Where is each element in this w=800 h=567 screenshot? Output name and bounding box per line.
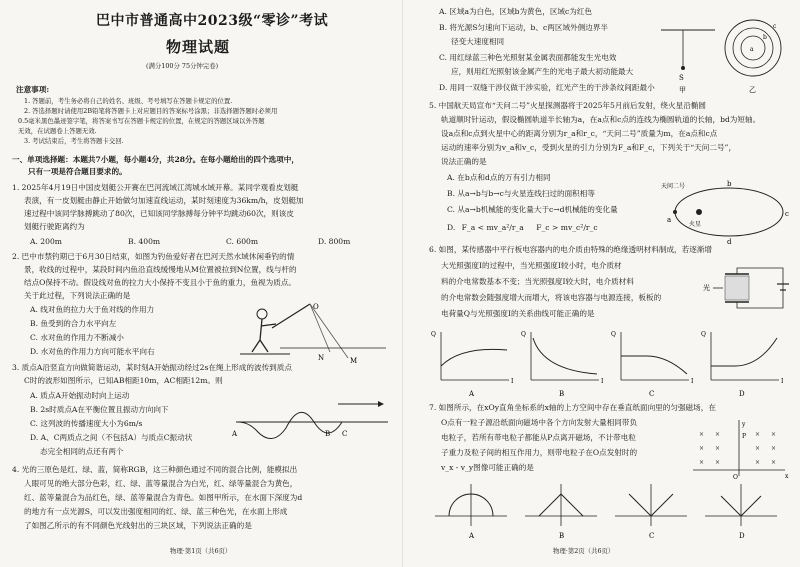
fig-label-b-region: b [763, 34, 767, 41]
svg-text:×: × [715, 431, 721, 438]
fig-label-c: C [342, 430, 348, 438]
question-5-option-b: B. 从a→b与b→c与火星连线扫过的面积相等 [447, 189, 595, 198]
vgraph-b [525, 484, 597, 540]
question-5-option-c: C. 从a→b机械能的变化量大于c→d机械能的变化量 [447, 205, 618, 214]
svg-text:×: × [715, 445, 721, 452]
note-line: 0.5毫米黑色墨迹签字笔，将答案书写在答题卡规定的位置，在规定的答题区域以外答题 [18, 117, 265, 125]
note-line: 无效，在试题卷上答题无效. [18, 127, 97, 135]
section1-heading-cont: 只有一项是符合题目要求的。 [28, 167, 127, 176]
question-3-line: 3. 质点A沿竖直方向做简谐运动，某时刻A开始振动经过2s在绳上形成的波传到质点 [12, 363, 292, 372]
question-4-option-d: D. 用同一双缝干涉仪做干涉实验，红光产生的干涉条纹间距最小 [439, 83, 655, 92]
point-label-p: P [742, 433, 747, 440]
orbit-figure [659, 176, 795, 246]
fig-label-m: M [350, 357, 358, 364]
question-4-option-c: C. 用红绿蓝三种色光照射某金属表面都能发生光电效 [439, 53, 617, 62]
svg-text:×: × [755, 431, 761, 438]
q-vs-i-graphs [431, 326, 791, 402]
question-3-option-d: D. A、C两质点之间（不包括A）与质点C振动状 [30, 433, 193, 442]
graph-d [701, 331, 784, 398]
question-5-line: 设a点和c点到火星中心的距离分别为r_a和r_c，“天问二号”质量为m，在a点和c点 [441, 129, 718, 138]
question-1-line: 1. 2025年4月19日中国皮划艇公开赛在巴河流域江湾城水域开幕。某同学观看皮划艇 [12, 183, 299, 192]
vgraph-d [705, 484, 777, 540]
question-4-option-b-cont: 径变大速度相同 [451, 37, 505, 46]
fishing-figure [240, 300, 390, 364]
vgraph-label-c: C [649, 532, 655, 540]
page-footer: 物理·第1页（共6页） [170, 547, 232, 555]
page-2 [402, 0, 800, 567]
graph-label-b: B [559, 390, 565, 398]
notes-heading: 注意事项: [16, 85, 50, 94]
fig-label-o: O [313, 303, 319, 311]
question-6-line: 电荷量Q与光照强度I的关系曲线可能正确的是 [441, 309, 595, 318]
fig-label-d-point: d [727, 238, 732, 246]
graph-label-d: D [739, 390, 745, 398]
question-6-line: 的介电常数会随强度增大而增大，将该电容器与电源连接，板板的 [441, 293, 662, 302]
question-3-option-a: A. 质点A开始振动时向上运动 [30, 391, 130, 400]
question-1-option-c: C. 600m [226, 237, 259, 246]
note-line: 1. 答题前，考生务必将自己的姓名、班级、考号填写在答题卡规定的位置. [24, 97, 233, 105]
fig-label-a-region: a [750, 46, 754, 53]
vgraph-label-d: D [739, 532, 745, 540]
fig-label-a-point: a [667, 216, 672, 224]
axis-label-y: y [742, 421, 746, 428]
question-2-option-b: B. 鱼受到的合力水平向左 [30, 319, 117, 328]
svg-text:×: × [699, 431, 705, 438]
vgraph-a [435, 484, 507, 540]
question-7-line: 子重力及粒子间的相互作用力，则带电粒子在O点发射时的 [441, 448, 638, 457]
graph-label-c: C [649, 390, 655, 398]
axis-label-q: Q [521, 331, 526, 338]
note-line: 2. 答选择题时请使用2B铅笔将答题卡上对应题目的答案标号涂黑；非选择题答题时必须用 [24, 107, 278, 115]
question-1-line: 速过程中该同学脉搏跳动了80次，已知该同学脉搏每分钟平均跳动60次，则该皮 [24, 209, 294, 218]
fig-label-light: 光 [703, 284, 710, 292]
question-4-option-b: B. 将光源S匀速向下运动，b、c两区域外侧边界半 [439, 23, 609, 32]
svg-text:×: × [771, 431, 777, 438]
fig-label-n: N [318, 354, 325, 362]
axis-label-i: I [691, 378, 694, 385]
svg-text:×: × [715, 459, 721, 466]
svg-text:×: × [755, 459, 761, 466]
fig-label-c-point: c [785, 210, 789, 218]
question-2-line: 关于此过程，下列说法正确的是 [24, 291, 131, 300]
note-line: 3. 考试结束后，考生将答题卡交回. [24, 137, 124, 145]
question-4-option-c-cont: 应，则用红光照射该金属产生的光电子最大初动能最大 [451, 67, 634, 76]
question-4-line: 人眼可见的绝大部分色彩，红、绿、蓝等量混合为白光，红、绿等量混合为黄色， [24, 479, 298, 488]
question-4-line: 的地方有一点光源S，可以发出强度相同的红、绿、蓝三种色光，在水面上形成 [24, 507, 288, 516]
question-4-line: 4. 光的三原色是红、绿、蓝，简称RGB，这三种颜色通过不同的混合比例，能模拟出 [12, 465, 298, 474]
fig-label-probe: 天问二号 [661, 183, 686, 190]
question-3-line: C时的波形如图所示，已知AB相距10m，AC相距12m。则 [24, 376, 223, 385]
exam-title: 巴中市普通高中2023级“零诊”考试 [96, 13, 329, 29]
question-1-option-d: D. 800m [318, 237, 351, 246]
graph-b [521, 331, 604, 398]
axis-label-x: x [785, 473, 789, 480]
question-2-line: 结点O保持不动。假设线对鱼的拉力大小保持不变且小于鱼的重力，鱼视为质点。 [24, 278, 297, 287]
question-3-option-d-cont: 态完全相同的点还有两个 [40, 447, 124, 456]
option-d-formula-2: F_c > mv_c²/r_c [536, 223, 598, 232]
option-d-formula-1: F_a < mv_a²/r_a [461, 223, 524, 232]
question-2-option-d: D. 水对鱼的作用力方向可能水平向右 [30, 347, 155, 356]
question-6-line: 料的介电常数基本不变；当光照强度I较大时，电介质材料 [441, 277, 634, 286]
question-5-line: 说法正确的是 [441, 157, 487, 166]
exam-subtitle: (满分100分 75分钟完卷) [146, 62, 219, 70]
svg-text:×: × [755, 445, 761, 452]
question-2-line: 景，收线的过程中，某段时间内鱼沿直线缓慢地从M位置被拉到N位置，线与杆的 [24, 265, 297, 274]
velocity-graphs [431, 482, 791, 540]
svg-text:×: × [699, 459, 705, 466]
question-4-line: 了如图乙所示的有不同颜色光线射出的三块区域，下列说法正确的是 [24, 521, 252, 530]
svg-text:×: × [771, 445, 777, 452]
capacitor-figure [703, 264, 793, 314]
question-3-option-b: B. 2s时质点A在平衡位置且振动方向向下 [30, 405, 169, 414]
question-1-option-a: A. 200m [30, 237, 63, 246]
origin-label: O [733, 474, 738, 481]
question-7-line: v_x - v_y图像可能正确的是 [441, 463, 534, 472]
question-1-option-b: B. 400m [128, 237, 161, 246]
question-6-line: 6. 如图，某传感器中平行板电容器内的电介质由特殊的绝缘透明材料制成，若逐渐增 [429, 245, 713, 254]
magnetic-field-figure [689, 416, 793, 482]
wave-figure [228, 392, 396, 450]
graph-a [431, 331, 514, 398]
question-3-option-c: C. 这列波的传播速度大小为6m/s [30, 419, 143, 428]
question-4-option-a: A. 区域a为白色，区域b为黄色，区域c为红色 [439, 7, 593, 16]
fig-label-b-point: b [727, 180, 732, 188]
question-2-line: 2. 巴中市禁钓期已于6月30日结束，如图为钓鱼爱好者在巴河天然水域休闲垂钓的情 [12, 252, 295, 261]
axis-label-q: Q [611, 331, 616, 338]
question-5-line: 运动的速率分别为v_a和v_c，受到火星的引力分别为F_a和F_c，下列关于“天问二号”， [441, 143, 737, 152]
question-7-line: 7. 如图所示，在xOy直角坐标系的x轴的上方空间中存在垂直纸面向里的匀强磁场，在 [429, 403, 716, 412]
page-footer: 物理·第2页（共6页） [553, 547, 615, 555]
vgraph-label-a: A [469, 532, 475, 540]
vgraph-c [615, 484, 687, 540]
question-5-line: 轨道顺时针运动，假设椭圆轨道半长轴为a，在a点和c点的连线为椭圆轨道的长轴，bd为短轴。 [441, 115, 761, 124]
section1-heading: 一、单项选择题：本题共7小题，每小题4分，共28分。在每小题给出的四个选项中， [12, 155, 299, 164]
axis-label-i: I [781, 378, 784, 385]
question-5-option-d [447, 224, 598, 232]
question-7-line: 电粒子，若所有带电粒子都能从P点离开磁场，不计带电粒 [441, 433, 636, 442]
graph-label-a: A [469, 390, 475, 398]
axis-label-q: Q [701, 331, 706, 338]
light-source-figure [653, 12, 793, 96]
fig-label-jia: 甲 [679, 86, 686, 94]
question-2-option-c: C. 水对鱼的作用力不断减小 [30, 333, 124, 342]
vgraph-label-b: B [559, 532, 565, 540]
svg-text:×: × [699, 445, 705, 452]
question-4-line: 红、蓝等量混合为品红色，绿、蓝等量混合为青色。如图甲所示，在水面下深度为d [24, 493, 303, 502]
option-d-prefix: D. [447, 223, 456, 232]
subject-title: 物理试题 [166, 38, 231, 56]
question-1-line: 划艇行驶距离约为 [24, 222, 85, 231]
question-1-line: 表演，有一皮划艇由静止开始做匀加速直线运动，某时刻速度为36km/h，皮划艇加 [24, 196, 304, 205]
fig-label-b: B [325, 430, 331, 438]
axis-label-i: I [511, 378, 514, 385]
svg-text:×: × [771, 459, 777, 466]
axis-label-i: I [601, 378, 604, 385]
fig-label-s: S [679, 74, 684, 82]
question-7-line: O点有一粒子源沿纸面向磁场中各个方向发射大量相同带负 [441, 418, 638, 427]
fig-label-c-region: c [773, 23, 777, 30]
question-5-line: 5. 中国航天局宣布“天问二号”火星探测器将于2025年5月前后发射，绕火星沿椭圆 [429, 101, 706, 110]
question-5-option-a: A. 在b点和d点的万有引力相同 [447, 173, 551, 182]
question-6-line: 大光照强度I的过程中，当光照强度I较小时，电介质材 [441, 261, 622, 270]
fig-label-a: A [232, 430, 238, 438]
graph-c [611, 331, 694, 398]
fig-label-mars: 火星 [689, 221, 702, 228]
fig-label-yi: 乙 [749, 86, 756, 94]
axis-label-q: Q [431, 331, 436, 338]
question-2-option-a: A. 线对鱼的拉力大于鱼对线的作用力 [30, 305, 155, 314]
